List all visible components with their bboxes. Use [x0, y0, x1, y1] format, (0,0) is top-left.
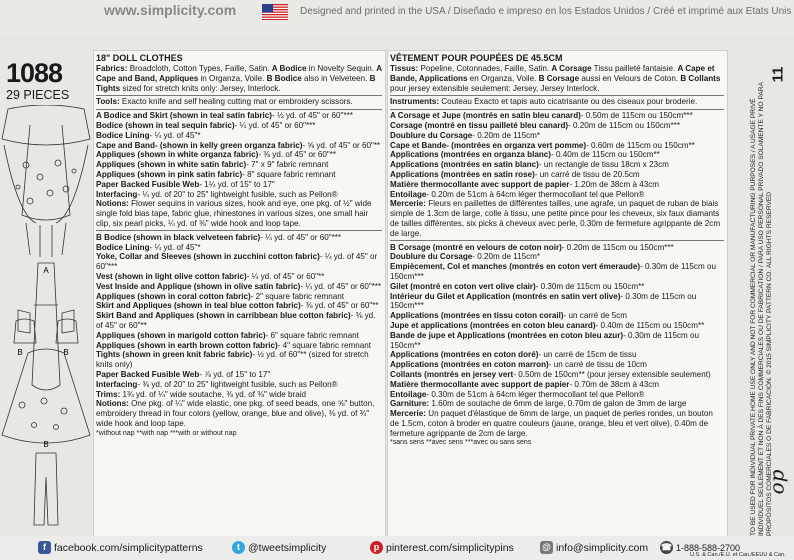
top-bar	[0, 0, 794, 36]
usage-notice: TO BE USED FOR INDIVIDUAL PRIVATE HOME USE ONLY AND NOT FOR COMMERCIAL OR MANUFACTURING PURPOSES / A USAGE PRIVÉ INDIVIDUEL SEULEMENT ET NON À DES FINS COMMERCIALES OU DE FABRICATION / PARA USO PERSONAL PRIVADO SOLAMENTE Y NO PARA PROPÓSITOS COMERCIALES O DE FABRICACIÓN. © 2015 SIMPLICITY PATTERN CO. ALL RIGHTS RESERVED	[750, 82, 773, 536]
requirement-line: Trims: 1¾ yd. of ¼" wide soutache, ⅜ yd. of ⅜" wide braid	[96, 389, 307, 399]
requirement-line: A Corsage et Jupe (montrés en satin bleu canard)- 0.50m de 115cm ou 150cm***	[390, 111, 693, 121]
phone-icon: ☎	[660, 542, 673, 552]
label-b3: B	[43, 440, 49, 449]
requirement-line: Bodice (shown in teal sequin fabric)- ¼ yd. of 45" or 60"***	[96, 120, 316, 130]
us-flag-icon	[262, 4, 288, 20]
label-b1: B	[17, 348, 23, 357]
phone-region: U.S. & Can./E.U. et Can./EEUU & Can.	[690, 552, 786, 558]
requirement-line: Applications (montrées en coton doré)- un carré de 15cm de tissu	[390, 350, 637, 360]
tissus-paragraph: Tissus: Popeline, Cotonnades, Faille, Satin. A Corsage Tissu pailleté fantaisie. A Cape et Bande, Applications en Organza, Voile. B Corsage aussi en Velours de Coton. B Collants pour jersey extensible seulement: Jersey, Jersey Interlock.	[390, 64, 721, 93]
requirement-line: Applications (montrées en organza blanc)- 0.40m de 115cm ou 150cm**	[390, 150, 660, 160]
requirement-line: Applications (montrées en tissu coton corail)- un carré de 5cm	[390, 311, 628, 321]
requirement-line: Appliques (shown in white organza fabric)- ⅜ yd. of 45" or 60"**	[96, 150, 337, 160]
mercerie-b: Mercerie: Un paquet d'élastique de 6mm de large, un paquet de perles rondes, un bouton de 1.5cm, coton à broder en quatre couleurs (jaune, orange, bleu et vert olive), 0.40m de fermeture agrippante de 2cm de large.	[390, 409, 713, 438]
requirement-line: Matière thermocollante avec support de papier- 0.70m de 38cm à 43cm	[390, 379, 659, 389]
signature-mark: op	[764, 469, 789, 495]
requirement-line: Paper Backed Fusible Web- ⅞ yd. of 15" to 17"	[96, 369, 271, 379]
requirement-line: Entoilage- 0.20m de 51cm à 64cm léger thermocollant tel que Pellon®	[390, 189, 645, 199]
requirement-line: Doublure du Corsage- 0.20m de 115cm*	[390, 130, 541, 140]
made-in-usa-text: Designed and printed in the USA / Diseñado e impreso en los Estados Unidos / Créé et imprimé aux Etats Unis	[300, 6, 792, 17]
requirement-line: B Bodice (shown in black velveteen fabric)- ¼ yd. of 45" or 60"***	[96, 232, 342, 242]
notions-a: Notions: Flower sequins in various sizes, hook and eye, one pkg. of ½" wide single fold bias tape, fabric glue, rhinestones in various sizes, one small hair clip, six pearl picks, ¼ yd. of ⅜" wide hook and loop tape.	[96, 199, 372, 228]
requirement-line: Jupe et applications (montrées en coton bleu canard)- 0.40m de 115cm ou 150cm**	[390, 320, 705, 330]
requirement-line: Tights (shown in green knit fabric fabric)- ½ yd. of 60"** (sized for stretch knits only)	[96, 350, 369, 370]
requirement-line: Appliques (shown in earth brown cotton fabric)- 4" square fabric remnant	[96, 340, 371, 350]
requirement-line: Corsage (montré en tissu pailleté bleu canard)- 0.20m de 115cm ou 150cm***	[390, 120, 680, 130]
facebook-icon: f	[38, 541, 51, 554]
english-title: 18" DOLL CLOTHES	[96, 53, 183, 63]
requirement-line: Interfacing- ⅜ yd. of 20" to 25" lightweight fusible, such as Pellon®	[96, 379, 338, 389]
requirement-line: Entoilage- 0.30m de 51cm à 64cm léger thermocollant tel que Pellon®	[390, 389, 645, 399]
view-b-requirements-fr	[390, 243, 724, 439]
french-title: VÊTEMENT POUR POUPÉES DE 45.5CM	[390, 53, 563, 63]
phone-link[interactable]: ☎ 1-888-588-2700	[660, 542, 741, 553]
requirement-line: Applications (montrées en satin rose)- un carré de tissu de 20.5cm	[390, 169, 640, 179]
view-a-requirements	[96, 111, 382, 229]
pinterest-link[interactable]: p pinterest.com/simplicitypins	[370, 541, 514, 554]
facebook-link[interactable]: f facebook.com/simplicitypatterns	[38, 541, 203, 554]
notions-b: Notions: One pkg. of ¼" wide elastic, one pkg. of seed beads, one ⅝" button, embroidery thread in four colors (yellow, orange, blue and olive), ⅜ yd. of ¾" wide hook and loop tape.	[96, 399, 375, 428]
twitter-icon: t	[232, 541, 245, 554]
requirement-line: Empiècement, Col et manches (montrés en coton vert émeraude)- 0.30m de 115cm ou 150cm***	[390, 262, 716, 281]
requirement-line: Cape and Band- (shown in kelly green organza fabric)- ⅝ yd. of 45" or 60"**	[96, 140, 381, 150]
mercerie-a: Mercerie: Fleurs en paillettes de différentes tailles, une agrafe, un paquet de ruban de biais simple de 1.3cm de large, colle à tissu, une petite pince pour les cheveux, six faux diamants de tailles différentes, six picks à cheveux avec perle, 0.30m de fermeture agrippante de 2cm de large.	[390, 199, 721, 238]
english-column	[96, 53, 382, 438]
requirement-line: Cape et Bande- (montrées en organza vert pomme)- 0.60m de 115cm ou 150cm**	[390, 140, 695, 150]
email-icon: @	[540, 541, 553, 554]
french-column	[390, 53, 724, 448]
requirement-line: Skirt and Appliques (shown in teal blue cotton fabric)- ⅜ yd. of 45" or 60"**	[96, 301, 379, 311]
view-b-requirements	[96, 233, 382, 429]
garment-sketches	[0, 105, 92, 535]
tools-paragraph: Tools: Exacto knife and self healing cutting mat or embroidery scissors.	[96, 97, 353, 107]
requirement-line: Doublure du Corsage- 0.20m de 115cm*	[390, 252, 541, 262]
requirement-line: B Corsage (montré en velours de coton noir)- 0.20m de 115cm ou 150cm***	[390, 242, 674, 252]
requirement-line: Vest (shown in light olive cotton fabric)- ¼ yd. of 45" or 60"**	[96, 271, 325, 281]
requirement-line: Appliques (shown in white satin fabric)- 7" x 9" fabric remnant	[96, 160, 329, 170]
view-a-requirements-fr	[390, 111, 724, 238]
instruments-paragraph: Instruments: Couteau Exacto et tapis auto cicatrisante ou des ciseaux pour broderie.	[390, 97, 698, 107]
requirement-line: Appliques (shown in coral cotton fabric)- 2" square fabric remnant	[96, 291, 344, 301]
requirement-line: Skirt Band and Appliques (shown in carribbean blue cotton fabric)- ⅜ yd. of 45" or 60"**	[96, 311, 376, 330]
requirement-line: Matière thermocollante avec support de papier- 1.20m de 38cm à 43cm	[390, 179, 659, 189]
requirement-line: Intérieur du Gilet et Application (montrés en satin vert olive)- 0.30m de 115cm ou 150cm***	[390, 291, 697, 311]
twitter-link[interactable]: t @tweetsimplicity	[232, 541, 326, 554]
footer-bar	[0, 536, 794, 560]
requirement-line: Vest Inside and Applique (shown in olive satin fabric)- ¼ yd. of 45" or 60"***	[96, 281, 382, 291]
pinterest-icon: p	[370, 541, 383, 554]
nap-legend: *without nap **with nap ***with or without nap	[96, 429, 237, 437]
pattern-number: 1088	[6, 58, 63, 88]
requirement-line: Collants (montrés en jersey vert- 0.50m de 150cm** (pour jersey extensible seulement)	[390, 369, 711, 379]
label-a: A	[43, 266, 49, 275]
requirement-line: Paper Backed Fusible Web- 1¼ yd. of 15" to 17"	[96, 179, 275, 189]
fabrics-paragraph: Fabrics: Broadcloth, Cotton Types, Faille, Satin. A Bodice in Novelty Sequin. A Cape and Band, Appliques in Organza, Voile. B Bodice also in Velveteen. B Tights sized for stretch knits only: Jersey, Interlock.	[96, 64, 382, 93]
email-link[interactable]: @ info@simplicity.com	[540, 541, 648, 554]
label-b2: B	[63, 348, 69, 357]
requirement-line: Interfacing- ¼ yd. of 20" to 25" lightweight fusible, such as Pellon®	[96, 189, 338, 199]
requirement-line: A Bodice and Skirt (shown in teal satin fabric)- ½ yd. of 45" or 60"***	[96, 111, 353, 121]
side-notice	[734, 56, 790, 536]
requirement-line: Appliques (shown in marigold cotton fabric)- 6" square fabric remnant	[96, 330, 359, 340]
side-mark: 11	[769, 66, 787, 83]
requirement-line: Applications (montrées en satin blanc)- un rectangle de tissu 18cm x 23cm	[390, 160, 669, 170]
requirement-line: Appliques (shown in pink satin fabric)- 8" square fabric remnant	[96, 169, 336, 179]
requirement-line: Bodice Lining- ¼ yd. of 45"*	[96, 242, 201, 252]
requirement-line: Gilet (montré en coton vert olive clair)- 0.30m de 115cm ou 150cm**	[390, 281, 645, 291]
website-url[interactable]: www.simplicity.com	[104, 2, 237, 18]
requirement-line: Bodice Lining- ¼ yd. of 45"*	[96, 130, 201, 140]
nap-legend-fr: *sans sens **avec sens ***avec ou sans sens	[390, 439, 532, 447]
pattern-pieces: 29 PIECES	[6, 88, 70, 102]
requirement-line: Applications (montrées en coton marron)- un carré de tissu de 10cm	[390, 360, 647, 370]
requirement-line: Garniture: 1.60m de soutache de 6mm de large, 0.70m de galon de 3mm de large	[390, 399, 687, 409]
requirement-line: Bande de jupe et Applications (montrées en coton bleu azur)- 0.30m de 115cm ou 150cm**	[390, 330, 699, 350]
requirement-line: Yoke, Collar and Sleeves (shown in zucchini cotton fabric)- ¼ yd. of 45" or 60"***	[96, 252, 378, 272]
